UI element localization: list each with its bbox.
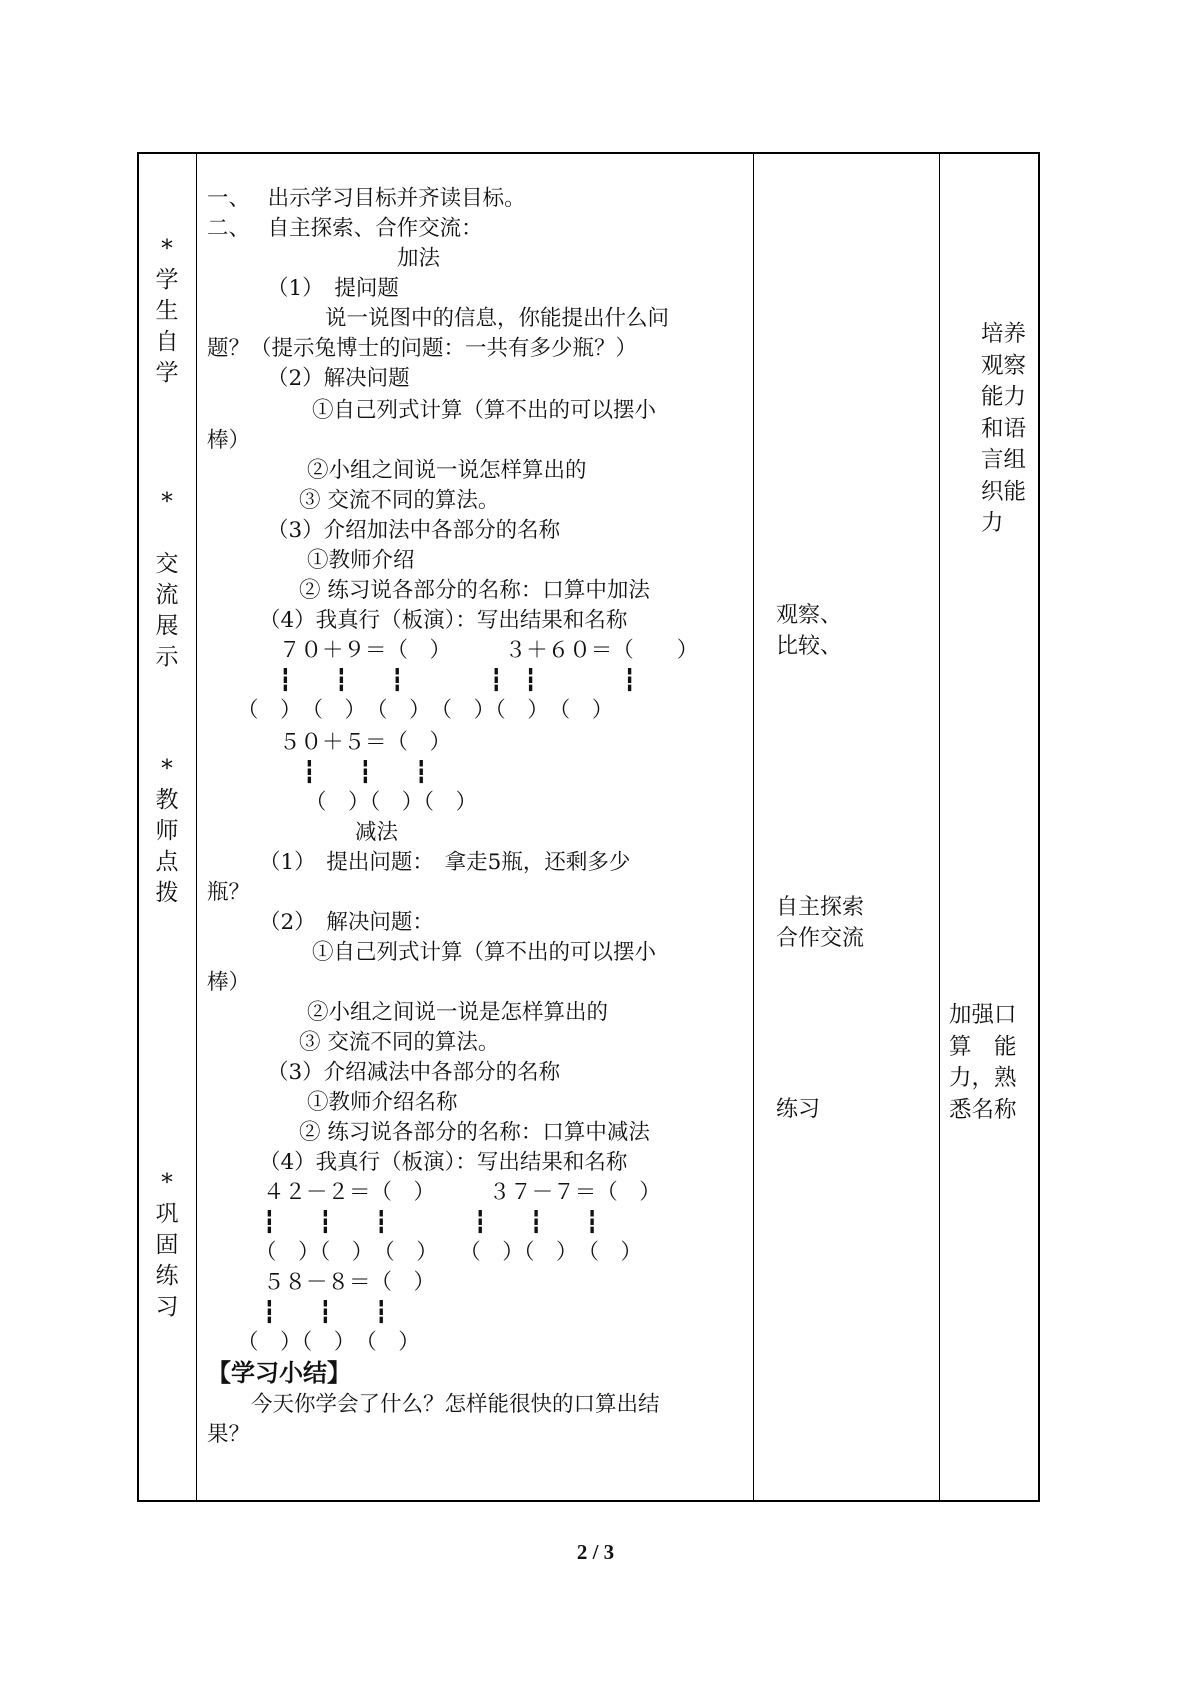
equation-line: ５０＋５＝（ ） [279, 730, 452, 755]
content-line: 棒） [207, 970, 251, 995]
dotted-connectors: ┇ ┇ ┇ ┇ ┇ ┇ [263, 1210, 599, 1235]
content-line: 减法 [355, 820, 399, 845]
column-divider [753, 154, 754, 1500]
equation-line: ５８－８＝（ ） [263, 1270, 436, 1295]
content-line: ①教师介绍 [307, 548, 415, 573]
stage-student-self-study: * 学 生 自 学 [155, 236, 179, 386]
summary-line: 今天你学会了什么？怎样能很快的口算出结 [251, 1392, 660, 1417]
content-line: ③ 交流不同的算法。 [299, 1030, 500, 1055]
content-line: ② 练习说各部分的名称：口算中加法 [299, 578, 650, 603]
summary-line: 果？ [207, 1422, 251, 1447]
content-line: ③ 交流不同的算法。 [299, 488, 500, 513]
stage-exchange-show: * 交 流 展 示 [155, 489, 179, 670]
blank-slots: （ ）（ ）（ ） [305, 790, 478, 815]
content-line: （3）介绍加法中各部分的名称 [267, 518, 561, 543]
dotted-connectors: ┇ ┇ ┇ [303, 760, 428, 785]
content-line: ② 练习说各部分的名称：口算中减法 [299, 1120, 650, 1145]
content-line: ①教师介绍名称 [307, 1090, 458, 1115]
content-line: 加法 [397, 246, 441, 271]
stage-consolidation: * 巩 固 练 习 [155, 1170, 179, 1320]
content-line: （2）解决问题 [267, 366, 410, 391]
equation-line: ４２－２＝（ ） ３７－７＝（ ） [263, 1180, 661, 1205]
blank-slots: （ ）（ ） （ ） （ ）（ ） （ ） [255, 1240, 643, 1265]
dotted-connectors: ┇ ┇ ┇ ┇ ┇ ┇ [279, 668, 637, 693]
content-line: （4）我真行（板演）：写出结果和名称 [259, 1150, 628, 1175]
content-line: 瓶？ [207, 880, 251, 905]
page-number: 2 / 3 [576, 1540, 615, 1564]
goal-oral-arithmetic: 加强口 算 能 力，熟 悉名称 [949, 1002, 1017, 1123]
blank-slots: （ ）（ ） （ ） [237, 1330, 420, 1355]
content-line: （2） 解决问题： [259, 910, 434, 935]
dotted-connectors: ┇ ┇ ┇ [263, 1300, 388, 1325]
blank-slots: （ ） （ ） （ ） （ ）（ ） （ ） [237, 698, 614, 723]
equation-line: ７０＋９＝（ ） ３＋６０＝（ ） [279, 638, 699, 663]
content-line: 题？（提示兔博士的问题：一共有多少瓶？） [207, 336, 638, 361]
content-line: 二、 自主探索、合作交流： [207, 216, 483, 241]
content-line: ①自己列式计算（算不出的可以摆小 [312, 940, 657, 965]
content-line: （3）介绍减法中各部分的名称 [267, 1060, 561, 1085]
content-line: （1） 提出问题： 拿走5瓶，还剩多少 [259, 850, 631, 875]
content-line: 说一说图中的信息，你能提出什么问 [325, 306, 670, 331]
content-line: ①自己列式计算（算不出的可以摆小 [312, 398, 657, 423]
column-divider [939, 154, 940, 1500]
stage-teacher-guide: * 教 师 点 拨 [155, 756, 179, 906]
method-cooperate: 合作交流 [776, 926, 865, 951]
method-observe: 观察、 [776, 603, 843, 628]
content-line: （1） 提问题 [267, 276, 399, 301]
method-explore: 自主探索 [776, 895, 865, 920]
content-line: ②小组之间说一说怎样算出的 [307, 458, 587, 483]
content-line: 一、 出示学习目标并齐读目标。 [207, 186, 526, 211]
content-line: ②小组之间说一说是怎样算出的 [307, 1000, 609, 1025]
method-practice: 练习 [776, 1097, 821, 1122]
method-compare: 比较、 [776, 634, 843, 659]
column-divider [196, 154, 197, 1500]
content-line: 棒） [207, 428, 251, 453]
lesson-table [137, 152, 1040, 1502]
goal-observation-language: 培养 观察 能力 和语 言组 织能 力 [981, 321, 1027, 536]
summary-title: 【学习小结】 [207, 1359, 351, 1387]
content-line: （4）我真行（板演）：写出结果和名称 [259, 608, 628, 633]
